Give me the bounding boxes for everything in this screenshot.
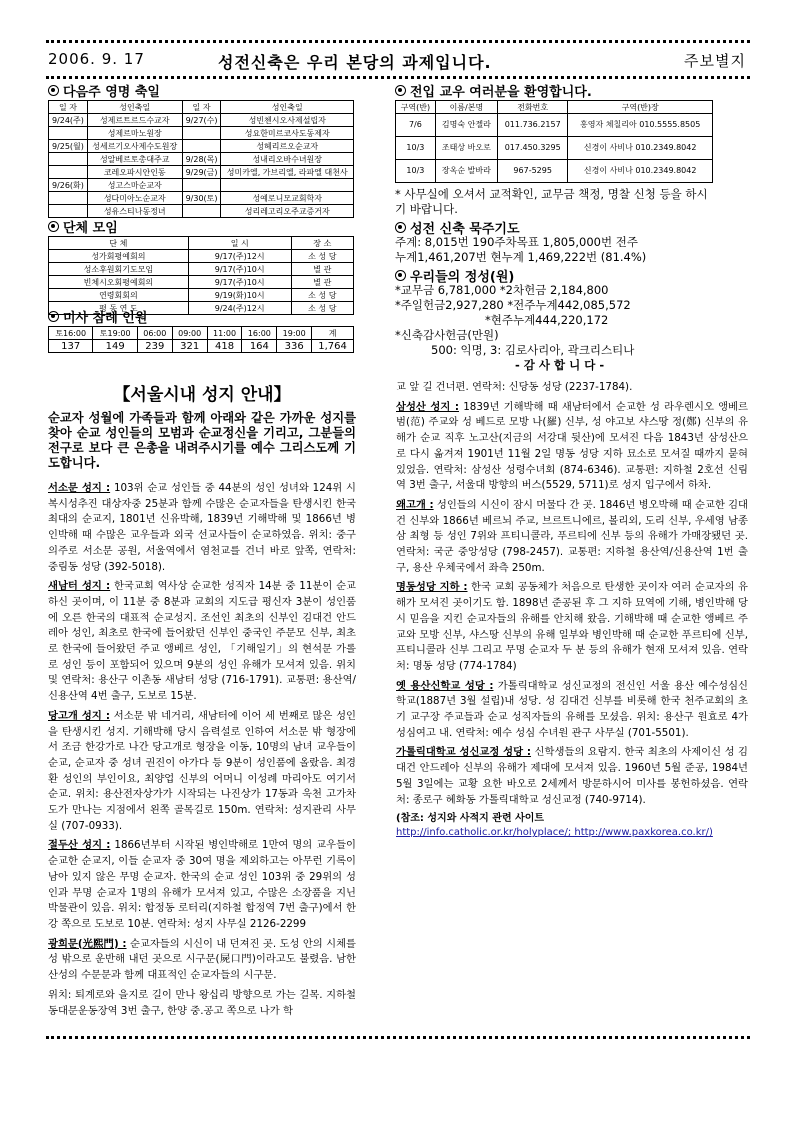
mass-heading: 미사 참례 인원	[63, 310, 148, 326]
table-cell	[49, 153, 88, 166]
site-danggogae	[48, 709, 356, 835]
bullet-icon	[48, 85, 59, 96]
site-waegogae	[396, 498, 748, 577]
site-title: 옛 용산신학교 성당 :	[396, 679, 494, 692]
table-cell	[49, 127, 88, 140]
mass-count: 1,764	[312, 340, 354, 353]
offering-line4: *신축감사헌금(만원)	[395, 328, 499, 342]
table-row	[396, 114, 713, 137]
table-cell: 9/24(주)12시	[188, 302, 291, 315]
table-cell	[182, 179, 221, 192]
site-text: 서소문 밖 네거리, 새남터에 이어 세 번째로 많은 성인을 탄생시킨 성지. 기해박해 당시 음력설로 인하여 서소문 밖 형장에서 조금 한강가로 나간 당고개로 형장을 이동, 10명의 남녀 교우들이 순교, 순교자 중 성녀 권진이 아가다 등 9분이 성인품에 올랐음. 최경환 성인의 부인이요, 최양업 신부의 어머니 이성례 마리아도 여기서 순교. 위치: 용산전자상가가 시작되는 나진상가 17동과 욱천 고가차도가 만나는 지점에서 왼쪽 골목길로 150m. 연락처: 성지관리 사무실 (707-0933).	[48, 709, 356, 832]
prayer-line1: 주계: 8,015번 190주차목표 1,805,000번 전주	[395, 235, 638, 249]
column-header: 06:00	[137, 327, 172, 340]
table-cell: 성내리오바수녀원장	[221, 153, 354, 166]
reference-links[interactable]: http://info.catholic.or.kr/holyplace/; http://www.paxkorea.co.kr/)	[396, 827, 713, 839]
table-cell: 성고스마순교자	[87, 179, 182, 192]
table-cell: 9/27(수)	[182, 114, 221, 127]
table-cell: 9/25(월)	[49, 140, 88, 153]
table-header-row	[49, 237, 354, 250]
column-header: 장 소	[291, 237, 353, 250]
welcome-note: * 사무실에 오셔서 교적확인, 교무금 책정, 명찰 신청 등을 하시기 바랍니다.	[395, 187, 708, 216]
site-text: 103위 순교 성인들 중 44분의 성인 성녀와 124위 시복시성추진 대상자중 25분과 함께 수많은 순교자들을 탄생시킨 한국 최대의 순교지, 1801년 신유박해, 1839년 기해박해 및 1866년 병인박해 때 수많은 교우들과 외국 선교사들이 순교하였음. 위치: 중구 의주로 서소문 공원, 서울역에서 염천교를 건너 바로 앞쪽, 연락처: 중림동 성당 (392-5018).	[48, 482, 356, 573]
table-cell: 9/24(주)	[49, 114, 88, 127]
site-yongsan-seminary	[396, 679, 748, 742]
column-header: 이름/본명	[435, 101, 497, 114]
table-cell: 신경이 사비나 010.2349.8042	[568, 160, 713, 183]
table-cell: 소 성 당	[291, 302, 353, 315]
site-title: 명동성당 지하 :	[396, 581, 468, 594]
table-cell: 성빈첸시오사제설립자	[221, 114, 354, 127]
site-text: 1839년 기해박해 때 새남터에서 순교한 성 라우렌시오 앵베르 범(范) 주교와 성 베드로 모방 나(羅) 신부, 성 야고보 샤스땅 정(鄭) 신부의 유해가 순교 직후 노고산(지금의 서강대 뒷산)에 모셔진 다음 1843년 삼성산으로 다시 옮겨져 1901년 11월 2일 명동 성당 지하 묘소로 모셔질 때까지 묻혀 있었음. 연락처: 삼성산 성령수녀회 (874-6346). 교통편: 지하철 2호선 신림역 3번 출구, 서울대 방향의 버스(5529, 5711)로 성지 입구에서 하차.	[396, 400, 748, 492]
table-row	[49, 192, 354, 205]
table-cell	[182, 140, 221, 153]
column-header: 19:00	[277, 327, 312, 340]
table-row	[396, 160, 713, 183]
table-cell: 신경이 사비나 010.2349.8042	[568, 137, 713, 160]
column-header: 성인축일	[87, 101, 182, 114]
table-cell: 성소후원회기도모임	[49, 263, 189, 276]
table-cell: 성알베르토총대주교	[87, 153, 182, 166]
table-cell: 김명숙 안젤라	[435, 114, 497, 137]
site-catholic-univ	[396, 745, 748, 808]
site-text: 가톨릭대학교 성신교정의 전신인 서울 용산 예수성심신학교(1887년 3월 설립)내 성당. 성 김대건 신부를 비롯해 한국 천주교회의 초기 교구장 주교들과 순교 성직자들의 유해를 모셨음. 위치: 용산구 원효로 4가 성심여고 내. 연락처: 예수 성심 수녀원 관구 사무실 (701-5501).	[396, 679, 749, 739]
site-saenamteo	[48, 579, 356, 705]
mass-count: 239	[137, 340, 172, 353]
table-cell: 967-5295	[497, 160, 567, 183]
table-cell: 평 동 연 도	[49, 302, 189, 315]
table-cell: 성요한미르코사도동제자	[221, 127, 354, 140]
table-row	[49, 289, 354, 302]
table-cell: 소 성 당	[291, 289, 353, 302]
bullet-icon	[48, 221, 59, 232]
table-row	[49, 140, 354, 153]
table-row	[49, 179, 354, 192]
table-row	[49, 276, 354, 289]
column-header: 일 자	[182, 101, 221, 114]
site-title: 삼성산 성지 :	[396, 400, 459, 413]
table-cell	[49, 166, 88, 179]
column-header: 일 시	[188, 237, 291, 250]
page-title: 성전신축은 우리 본당의 과제입니다.	[218, 53, 492, 72]
bullet-icon	[395, 222, 406, 233]
mass-count: 149	[93, 340, 137, 353]
issue-date: 2006. 9. 17	[48, 50, 145, 68]
groups-heading: 단체 모임	[63, 220, 118, 236]
mass-count: 336	[277, 340, 312, 353]
table-cell: 연령회회의	[49, 289, 189, 302]
table-row	[49, 166, 354, 179]
table-row	[49, 340, 354, 353]
groups-section	[48, 218, 354, 315]
welcome-section	[395, 82, 747, 373]
offering-heading: 우리들의 정성(원)	[410, 269, 515, 285]
article-left	[48, 380, 356, 1023]
table-cell: 홍영자 체칠리아 010.5555.8505	[568, 114, 713, 137]
site-gwanghuimun-contact: 교 앞 길 건너편. 연락처: 신당동 성당 (2237-1784).	[396, 381, 633, 393]
mass-table	[48, 326, 354, 353]
site-gwanghuimun	[48, 937, 356, 984]
article-intro: 순교자 성월에 가족들과 함께 아래와 같은 가까운 성지를 찾아 순교 성인들의 모범과 순교정신을 기리고, 그분들의 전구로 보다 큰 은총을 내려주시기를 예수 그리스도께 기도합니다.	[48, 411, 356, 470]
bulletin-label: 주보별지	[684, 52, 746, 70]
site-title: 서소문 성지 :	[48, 482, 111, 494]
column-header: 계	[312, 327, 354, 340]
column-header: 일 자	[49, 101, 88, 114]
reference-title: (참조: 성지와 사적지 관련 사이트	[396, 813, 545, 825]
site-myeongdong	[396, 580, 748, 674]
table-cell: 장옥순 발바라	[435, 160, 497, 183]
table-cell: 성헤리르오순교자	[221, 140, 354, 153]
site-text: 한국교회 역사상 순교한 성직자 14분 중 11분이 순교하신 곳이며, 이 11분 중 8분과 교회의 지도급 평신자 3분이 성인품에 오른 한국의 대표적 순교성지. 조선인 최초의 신부인 김대건 안드레아 성인, 최초로 한국에 들어왔던 신부인 중국인 주문모 신부, 최초로 한국에 들어왔던 주교 앵베르 성인, 「기해일기」의 현석문 가롤로 성인 등이 포함되어 있으며 9분의 성인 유해가 모셔져 있음. 위치 및 연락처: 용산구 이촌동 새남터 성당 (716-1791). 교통편: 용산역/신용산역 4번 출구, 도보로 15분.	[48, 580, 356, 703]
table-cell: 9/28(목)	[182, 153, 221, 166]
table-cell: 10/3	[396, 137, 436, 160]
table-cell: 성리레고리오주교증거자	[221, 205, 354, 218]
site-text: 성인들의 시신이 잠시 머물다 간 곳. 1846년 병오박해 때 순교한 김대건 신부와 1866년 베르뇌 주교, 브르트니에르, 볼리외, 도리 신부, 우세영 남종삼 최형 등 성인 7위와 프티니콜라, 푸르티에 신부 등의 유해가 가매장됐던 곳. 연락처: 국군 중앙성당 (798-2457). 교통편: 지하철 용산역/신용산역 1번 출구, 용산 우체국에서 좌측 250m.	[396, 498, 748, 574]
table-cell: 성가회평예회의	[49, 250, 189, 263]
table-cell: 별 관	[291, 263, 353, 276]
site-text: 순교자들의 시신이 내 던져진 곳. 도성 안의 시체를 성 밖으로 운반해 내던 곳으로 시구문(屍口門)이라고도 불렸음. 남한산성의 수문문과 함께 대표적인 순교자들의 시구문.	[48, 937, 356, 982]
nameday-section	[48, 82, 354, 218]
bullet-icon	[395, 270, 406, 281]
table-cell: 조태상 바오로	[435, 137, 497, 160]
bottom-divider	[46, 1036, 750, 1039]
table-cell: 성미카엘, 가브리엘, 라파엘 대천사	[221, 166, 354, 179]
table-cell: 소 성 당	[291, 250, 353, 263]
mass-count: 321	[172, 340, 207, 353]
column-header: 토19:00	[93, 327, 137, 340]
offering-line2: *주일헌금2,927,280 *전주누계442,085,572	[395, 298, 631, 312]
table-cell: 성유스티나동정녀	[87, 205, 182, 218]
nameday-heading: 다음주 영명 축일	[63, 84, 160, 100]
bullet-icon	[48, 311, 59, 322]
table-cell: 011.736.2157	[497, 114, 567, 137]
offering-line5: 500: 익명, 3: 김로사리아, 곽크리스티나	[431, 343, 635, 357]
column-header: 11:00	[207, 327, 242, 340]
top-divider	[46, 40, 750, 43]
mass-count: 137	[49, 340, 93, 353]
column-header: 구역(반)장	[568, 101, 713, 114]
table-cell	[182, 205, 221, 218]
table-cell: 9/29(금)	[182, 166, 221, 179]
table-header-row	[396, 101, 713, 114]
table-row	[396, 137, 713, 160]
offering-line1: *교무금 6,781,000 *2차헌금 2,184,800	[395, 283, 609, 297]
table-cell: 9/30(토)	[182, 192, 221, 205]
site-text: 1866년부터 시작된 병인박해로 1만여 명의 교우들이 순교한 순교지, 이들 순교자 중 30여 명을 제외하고는 아무런 기록이 남아 있지 않은 무명 순교자. 한국의 순교 성인 103위 중 29위의 성인과 무명 순교자 1명의 유해가 모셔져 있고, 수많은 소장품을 지닌 박물관이 있음. 위치: 합정동 로터리(지하철 합정역 7번 출구)에서 한강 쪽으로 도보로 10분. 연락처: 성지 사무실 2126-2299	[48, 839, 357, 930]
site-title: 가톨릭대학교 성신교정 성당 :	[396, 746, 532, 759]
table-cell: 성제르트르드수교자	[87, 114, 182, 127]
table-header-row	[49, 101, 354, 114]
mass-section	[48, 308, 354, 353]
welcome-table	[395, 100, 713, 183]
table-row	[49, 127, 354, 140]
table-cell: 성제르마노원장	[87, 127, 182, 140]
site-title: 당고개 성지 :	[48, 709, 110, 722]
article-title: 【서울시내 성지 안내】	[113, 385, 291, 405]
column-header: 09:00	[172, 327, 207, 340]
site-text: 신학생들의 요람지. 한국 최초의 사제이신 성 김대건 안드레아 신부의 유해가 제대에 모셔져 있음. 1960년 5월 준공, 1984년 5월 3일에는 교황 요한 바오로 2세께서 방문하시어 미사를 봉헌하셨음. 연락처: 종로구 혜화동 가톨릭대학교 성신교정 (740-9714).	[396, 746, 748, 806]
site-seosomun	[48, 481, 356, 575]
table-row	[49, 250, 354, 263]
site-text: 한국 교회 공동체가 처음으로 탄생한 곳이자 여러 순교자의 유해가 모셔진 곳이기도 함. 1898년 준공된 후 그 지하 묘역에 기해, 병인박해 당시 믿음을 지킨 순교자들의 유해를 안치해 왔음. 기해박해 때 순교한 앵베르 주교와 모방 신부, 샤스땅 신부의 유해 일부와 병인박해 때 순교한 푸르티에 신부, 프티니콜라 신부 그리고 무명 순교자 두 분 등의 유해가 현재 모셔져 있음. 연락처: 명동 성당 (774-1784)	[396, 581, 749, 672]
table-row	[49, 153, 354, 166]
header-divider	[46, 76, 750, 79]
table-cell: 9/17(주)12시	[188, 250, 291, 263]
column-header: 성인축일	[221, 101, 354, 114]
table-cell: 성세르기오사제수도원장	[87, 140, 182, 153]
site-title: 새남터 성지 :	[48, 580, 111, 593]
table-cell: 성예로니모교회학자	[221, 192, 354, 205]
welcome-heading: 전입 교우 여러분을 환영합니다.	[410, 84, 592, 100]
nameday-table	[48, 100, 354, 218]
site-jeoldusan	[48, 838, 356, 932]
table-cell: 7/6	[396, 114, 436, 137]
table-cell: 별 관	[291, 276, 353, 289]
offering-thanks: - 감 사 합 니 다 -	[515, 358, 605, 372]
article-right	[396, 380, 748, 840]
mass-count: 418	[207, 340, 242, 353]
table-cell: 017.450.3295	[497, 137, 567, 160]
table-row	[49, 263, 354, 276]
column-header: 토16:00	[49, 327, 93, 340]
mass-count: 164	[242, 340, 277, 353]
table-header-row	[49, 327, 354, 340]
table-cell	[182, 127, 221, 140]
column-header: 구역(반)	[396, 101, 436, 114]
table-cell	[221, 179, 354, 192]
site-samseongsan	[396, 400, 748, 494]
table-cell: 10/3	[396, 160, 436, 183]
site-title: 왜고개 :	[396, 498, 434, 511]
table-row	[49, 114, 354, 127]
groups-table	[48, 236, 354, 315]
table-cell: 빈체시오회평예회의	[49, 276, 189, 289]
prayer-heading: 성전 신축 묵주기도	[410, 221, 520, 237]
bullet-icon	[395, 85, 406, 96]
column-header: 전화번호	[497, 101, 567, 114]
site-title: 광희문(光熙門) :	[48, 937, 127, 950]
offering-line3: *현주누계444,220,172	[485, 313, 609, 327]
table-cell: 9/17(주)10시	[188, 263, 291, 276]
column-header: 단 체	[49, 237, 189, 250]
table-cell: 성다미아노순교자	[87, 192, 182, 205]
table-cell: 9/26(화)	[49, 179, 88, 192]
table-cell: 9/17(주)10시	[188, 276, 291, 289]
site-title: 절두산 성지 :	[48, 839, 111, 852]
table-cell: 9/19(화)10시	[188, 289, 291, 302]
site-gwanghuimun-location: 위치: 퇴계로와 을지로 길이 만나 왕십리 방향으로 가는 길목. 지하철 동대문운동장역 3번 출구, 한양 중.공고 쪽으로 나가 학	[48, 988, 356, 1017]
prayer-line2: 누계1,461,207번 현누계 1,469,222번 (81.4%)	[395, 250, 647, 264]
table-cell: 코레오파시안인동	[87, 166, 182, 179]
table-cell	[49, 192, 88, 205]
column-header: 16:00	[242, 327, 277, 340]
